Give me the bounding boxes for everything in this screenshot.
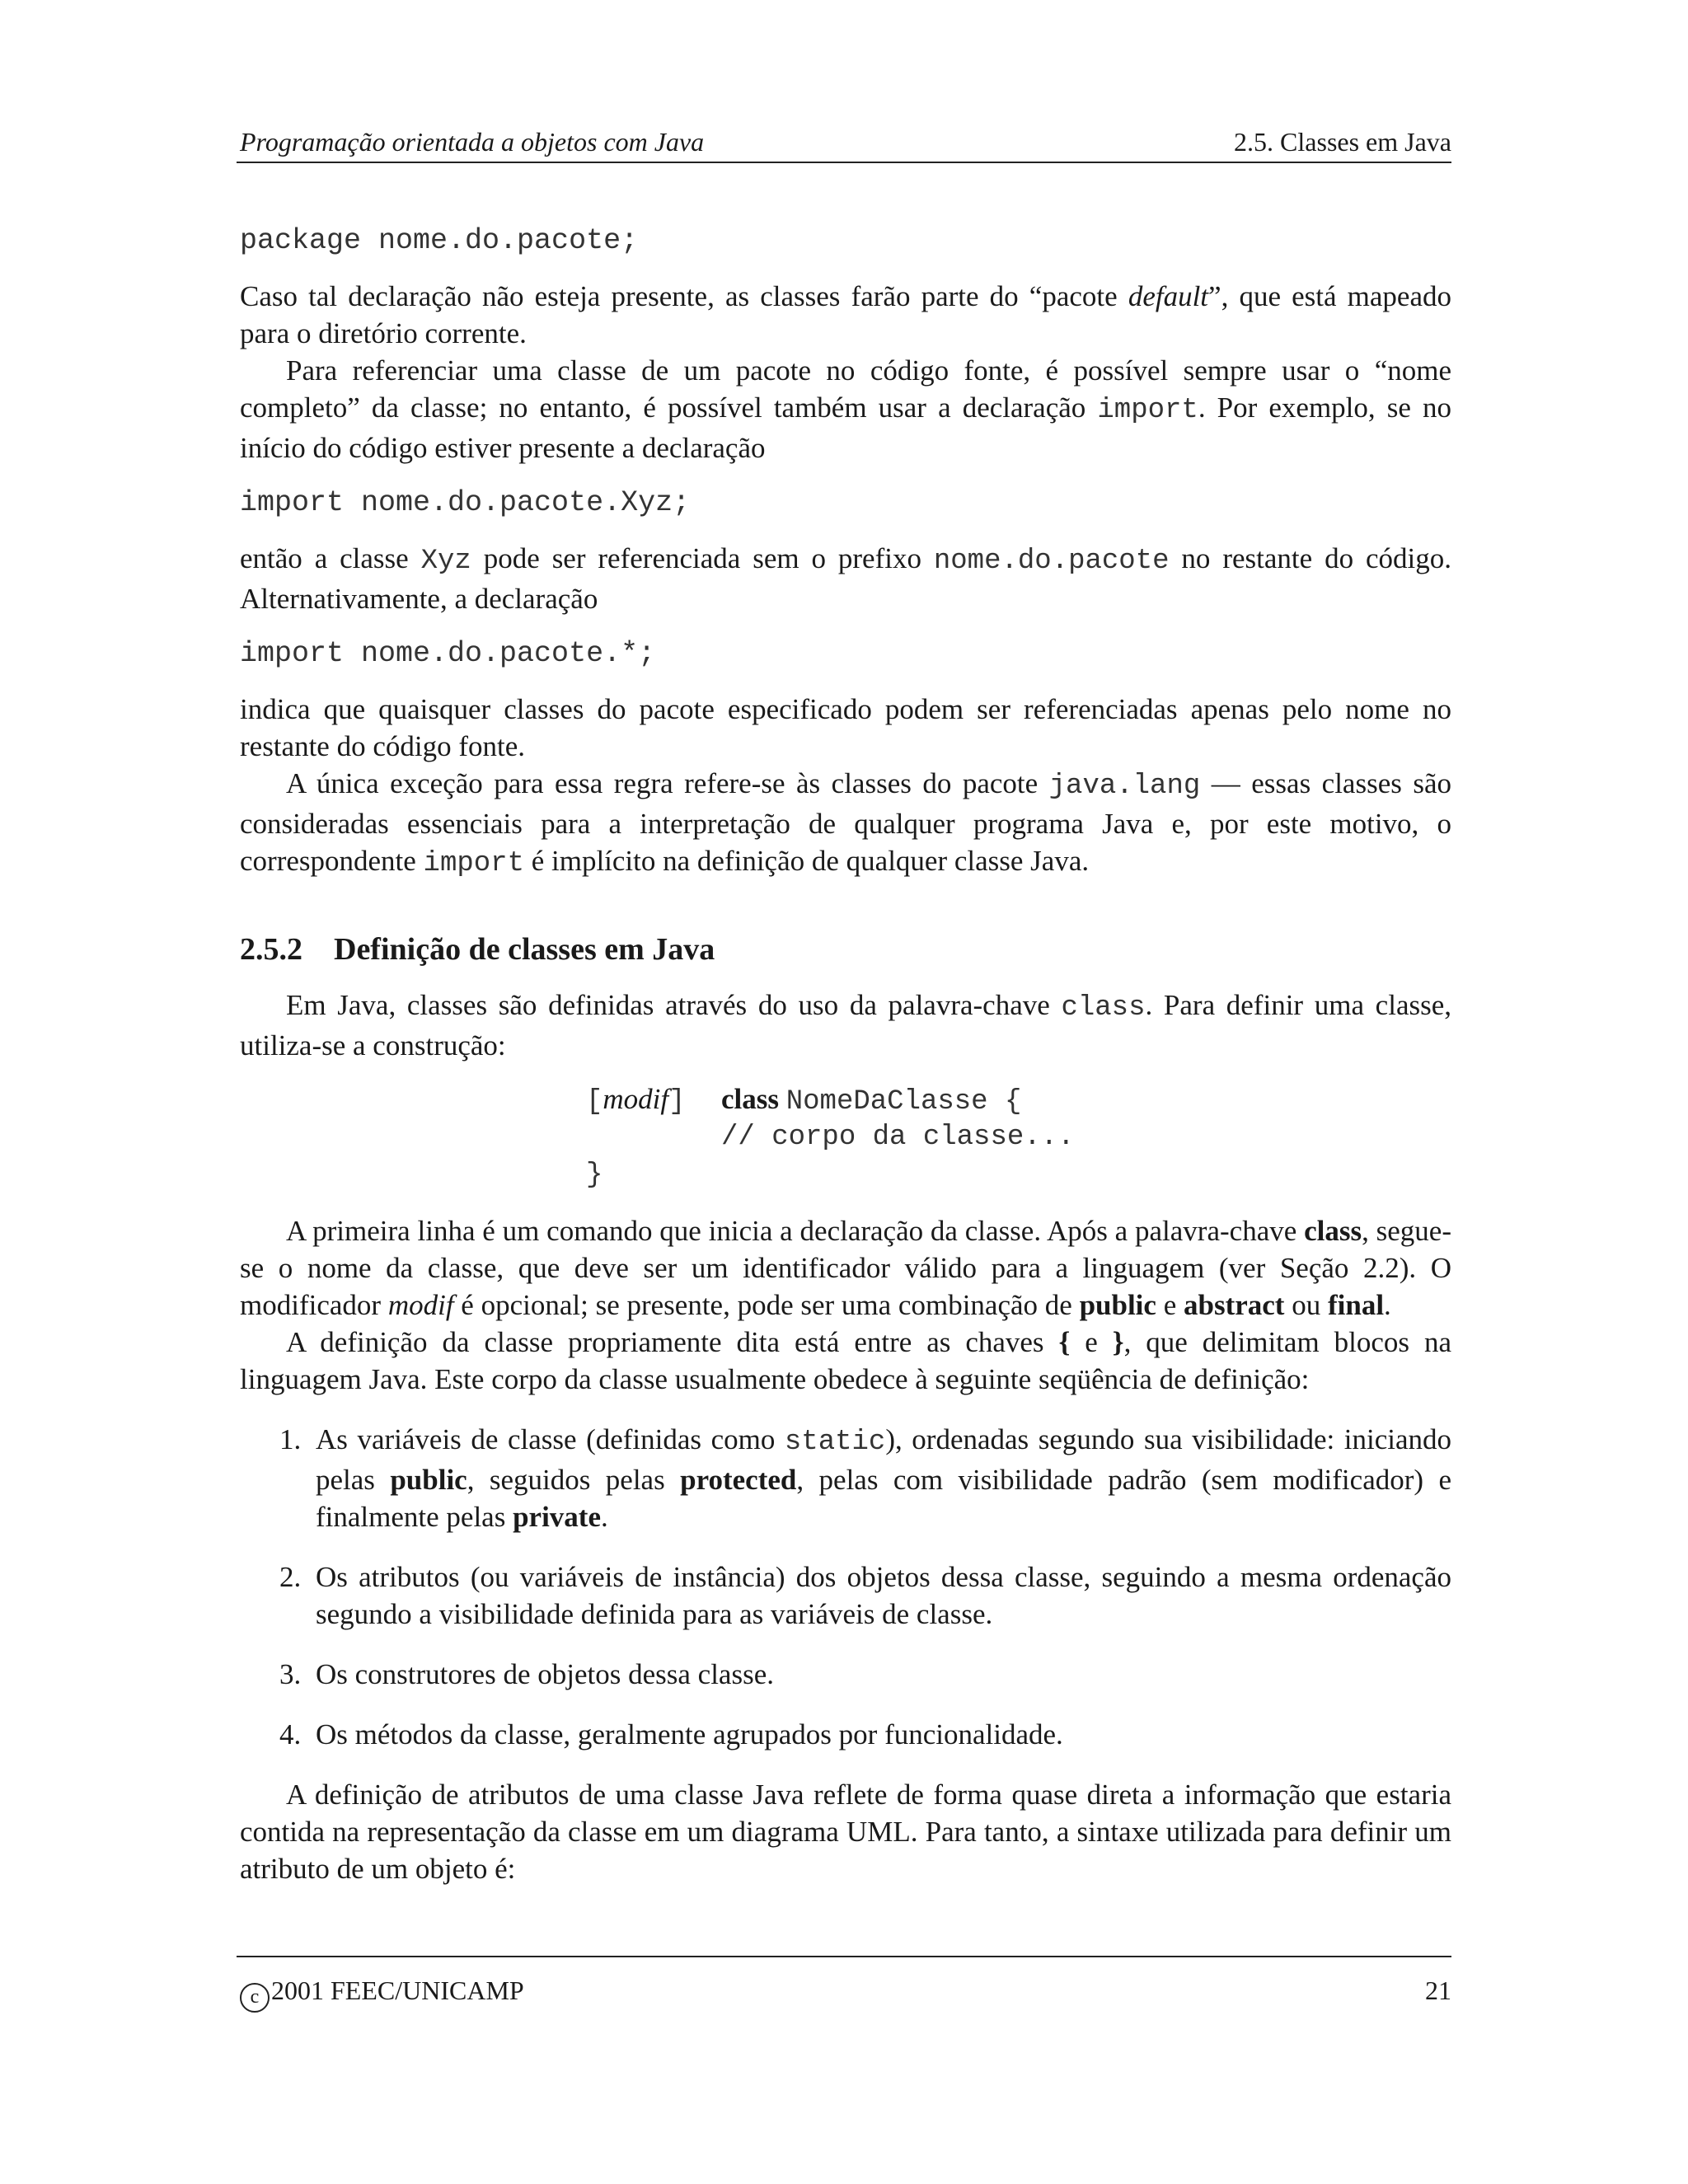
copyright-icon: c — [240, 1983, 270, 2013]
text: — essas classes são consideradas essenciais para a interpretação de qualquer programa Java e, por este motivo, o correspondente — [240, 767, 1452, 877]
text: A definição da classe propriamente dita está entre as chaves — [286, 1326, 1059, 1358]
text: Caso tal declaração não esteja presente, as classes farão parte do “pacote — [240, 280, 1128, 312]
bold: public — [390, 1464, 467, 1496]
inline-code: import — [1097, 395, 1198, 426]
inline-code: static — [784, 1427, 886, 1458]
class-declaration — [721, 1080, 1021, 1121]
text: é opcional; se presente, pode ser uma combinação de — [453, 1289, 1080, 1321]
inline-code: import — [423, 848, 524, 879]
page-body — [240, 223, 1451, 1887]
paragraph-import-intro — [240, 352, 1451, 466]
code-import-all: import nome.do.pacote.*; — [240, 637, 656, 670]
emphasis: default — [1128, 280, 1209, 312]
bold: private — [513, 1501, 601, 1533]
emphasis: modif — [387, 1289, 454, 1321]
text: . Por exemplo, se no início do código estiver presente a declaração — [240, 391, 1451, 464]
bold: } — [1112, 1326, 1124, 1358]
text: pode ser referenciada sem o prefixo — [471, 542, 934, 574]
definition-order-list — [240, 1421, 1451, 1753]
page-number: 21 — [1425, 1975, 1451, 2005]
header-book-title: Programação orientada a objetos com Java — [240, 127, 705, 157]
section-number: 2.5.2 — [240, 932, 302, 967]
paragraph-java-lang — [240, 765, 1451, 883]
list-item — [240, 1558, 1451, 1633]
text: no restante do código. Alternativamente, a declaração — [240, 542, 1451, 615]
paragraph-class-keyword — [240, 987, 1451, 1064]
inline-code: Xyz — [420, 546, 471, 577]
page-footer — [237, 1956, 1451, 2008]
list-number: 3. — [279, 1658, 302, 1690]
text: e — [1070, 1326, 1113, 1358]
text: , segue-se o nome da classe, que deve ser um identificador válido para a linguagem (ver Seção 2.2). O modificador — [240, 1215, 1451, 1321]
class-keyword: class — [721, 1083, 779, 1115]
header-section-title: 2.5. Classes em Java — [1234, 127, 1451, 157]
paragraph-attributes: A definição de atributos de uma classe Java reflete de forma quase direta a informação que estaria contida na representação da classe em um diagrama UML. Para tanto, a sintaxe utilizada para definir um atributo de um objeto é: — [240, 1779, 1451, 1885]
list-item — [240, 1656, 1451, 1693]
inline-code: nome.do.pacote — [933, 546, 1170, 577]
modifier-placeholder — [586, 1080, 686, 1121]
list-item — [240, 1716, 1451, 1753]
bracket-close: ] — [668, 1086, 686, 1118]
text: é implícito na definição de qualquer classe Java. — [523, 845, 1090, 877]
footer-copyright — [240, 1974, 524, 2013]
text: Os construtores de objetos dessa classe. — [316, 1658, 774, 1690]
paragraph-class-body — [240, 1324, 1451, 1398]
bold: class — [1304, 1215, 1362, 1247]
class-syntax-block — [240, 1080, 1451, 1196]
text: e — [1156, 1289, 1184, 1321]
text: . — [1384, 1289, 1391, 1321]
text: A única exceção para essa regra refere-se às classes do pacote — [286, 767, 1049, 799]
section-title: Definição de classes em Java — [334, 932, 715, 967]
bold: { — [1058, 1326, 1071, 1358]
bracket-open: [ — [586, 1086, 603, 1118]
bold: final — [1327, 1289, 1385, 1321]
text: Em Java, classes são definidas através do uso da palavra-chave — [286, 989, 1062, 1021]
inline-code: java.lang — [1048, 771, 1201, 802]
paragraph-xyz-reference — [240, 540, 1451, 617]
bold: public — [1079, 1289, 1156, 1321]
text: . Para definir uma classe, utiliza-se a construção: — [240, 989, 1452, 1062]
bold: abstract — [1184, 1289, 1285, 1321]
text: ou — [1284, 1289, 1328, 1321]
inline-code: class — [1061, 992, 1146, 1024]
text: Os métodos da classe, geralmente agrupados por funcionalidade. — [316, 1718, 1063, 1750]
paragraph-import-all: indica que quaisquer classes do pacote especificado podem ser referenciadas apenas pelo nome no restante do código fonte. — [240, 693, 1451, 762]
list-number: 1. — [279, 1423, 302, 1455]
text: ), ordenadas segundo sua visibilidade: iniciando pelas — [316, 1423, 1451, 1496]
list-item — [240, 1421, 1451, 1535]
list-number: 4. — [279, 1718, 302, 1750]
class-body-comment: // corpo da classe... — [721, 1122, 1075, 1153]
text: Os atributos (ou variáveis de instância) dos objetos dessa classe, seguindo a mesma ordenação segundo a visibilidade definida para as variáveis de classe. — [316, 1561, 1451, 1630]
text: As variáveis de classe (definidas como — [316, 1423, 785, 1455]
running-header — [237, 122, 1451, 163]
closing-brace: } — [586, 1160, 603, 1191]
text: A primeira linha é um comando que inicia a declaração da classe. Após a palavra-chave — [286, 1215, 1305, 1247]
text: Para referenciar uma classe de um pacote no código fonte, é possível sempre usar o “nome completo” da classe; no entanto, é possível também usar a declaração — [240, 354, 1451, 424]
class-name: NomeDaClasse { — [785, 1086, 1022, 1118]
code-import-xyz: import nome.do.pacote.Xyz; — [240, 486, 691, 519]
text: , pelas com visibilidade padrão (sem modificador) e finalmente pelas — [316, 1464, 1451, 1533]
section-heading — [240, 930, 1451, 968]
text: ”, que está mapeado para o diretório corrente. — [240, 280, 1452, 349]
text: , que delimitam blocos na linguagem Java. Este corpo da classe usualmente obedece à seguinte seqüência de definição: — [240, 1326, 1451, 1395]
text: , seguidos pelas — [467, 1464, 681, 1496]
text: então a classe — [240, 542, 421, 574]
text: . — [601, 1501, 608, 1533]
paragraph-first-line — [240, 1212, 1451, 1324]
paragraph-default-package — [240, 278, 1451, 352]
list-number: 2. — [279, 1561, 302, 1593]
bold: protected — [680, 1464, 797, 1496]
copyright-text: 2001 FEEC/UNICAMP — [271, 1975, 524, 2005]
code-package: package nome.do.pacote; — [240, 224, 639, 257]
modif: modif — [603, 1083, 669, 1115]
